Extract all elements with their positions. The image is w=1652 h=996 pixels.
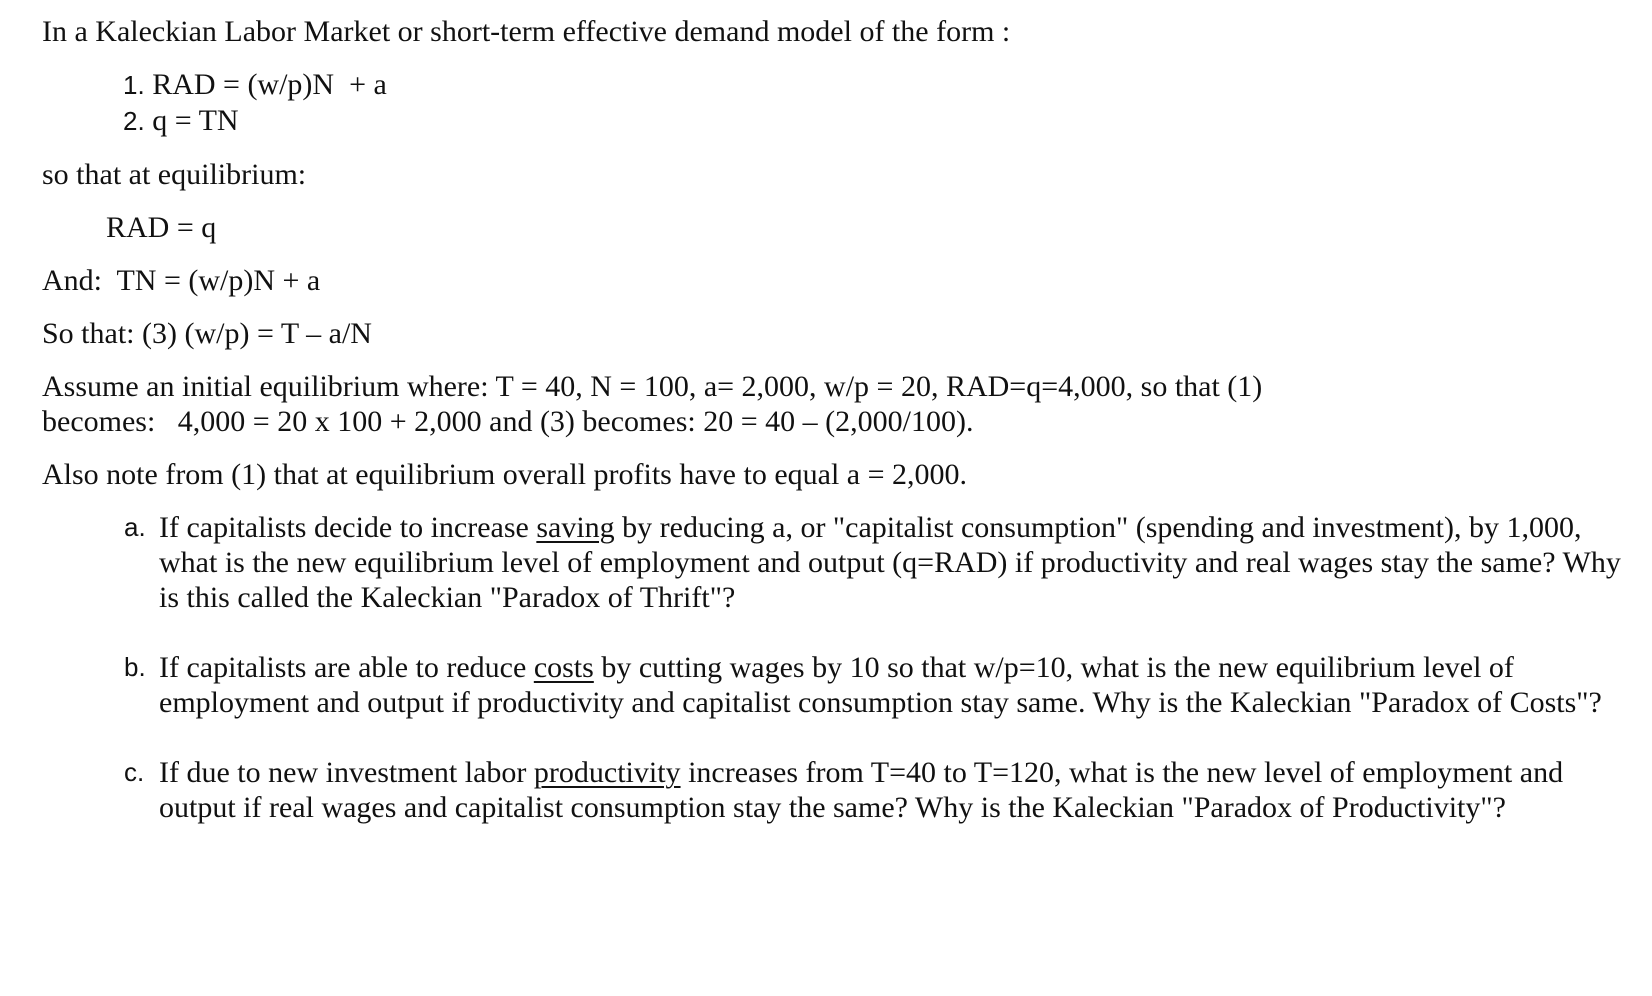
assumption-paragraph (42, 369, 1622, 439)
equation-text: q = TN (152, 104, 239, 137)
equation-2 (42, 103, 1622, 139)
model-equations (42, 67, 1622, 139)
question-text-part: increases from T=40 to T=120, what is the new level of employment and output if real wages and capitalist consumption stay the same? Why is the Kaleckian "Paradox of Productivity"? (159, 756, 1564, 824)
underlined-term: saving (536, 511, 615, 544)
assumption-line-1: Assume an initial equilibrium where: T = 40, N = 100, a= 2,000, w/p = 20, RAD=q=4,000, so that (1) (42, 370, 1263, 403)
question-text (159, 755, 1622, 825)
document (42, 14, 1622, 825)
equilibrium-equation: RAD = q (106, 211, 217, 244)
underlined-term: productivity (533, 756, 681, 789)
question-c (42, 755, 1622, 825)
equation-number: 2. (123, 106, 145, 136)
equation-number: 1. (123, 70, 145, 100)
underlined-term: costs (533, 651, 594, 684)
question-b (42, 650, 1622, 720)
profits-note: Also note from (1) that at equilibrium overall profits have to equal a = 2,000. (42, 458, 968, 491)
equation-1 (42, 67, 1622, 103)
equilibrium-lead: so that at equilibrium: (42, 158, 307, 191)
question-a (42, 510, 1622, 615)
question-text-part: If capitalists decide to increase (159, 511, 537, 544)
question-text-part: If capitalists are able to reduce (159, 651, 534, 684)
assumption-line-2: becomes: 4,000 = 20 x 100 + 2,000 and (3) becomes: 20 = 40 – (2,000/100). (42, 405, 974, 438)
question-text (159, 510, 1622, 615)
question-marker: a. (124, 512, 146, 542)
question-marker: c. (124, 757, 145, 787)
question-text-part: by reducing a, or "capitalist consumption" (spending and investment), by 1,000, what is the new equilibrium level of employment and output (q=RAD) if productivity and real wages stay the same? Why is this called the Kaleckian "Paradox of Thrift"? (159, 511, 1621, 614)
equation-text: RAD = (w/p)N + a (152, 68, 387, 101)
question-text-part: If due to new investment labor (159, 756, 534, 789)
and-equation: And: TN = (w/p)N + a (42, 264, 321, 297)
question-marker: b. (124, 652, 146, 682)
question-text-part: by cutting wages by 10 so that w/p=10, what is the new equilibrium level of employment and output if productivity and capitalist consumption stay same. Why is the Kaleckian "Paradox of Costs"? (159, 651, 1602, 719)
intro-text: In a Kaleckian Labor Market or short-term effective demand model of the form : (42, 15, 1011, 48)
question-list (42, 510, 1622, 825)
so-that-equation: So that: (3) (w/p) = T – a/N (42, 317, 372, 350)
question-text (159, 650, 1622, 720)
